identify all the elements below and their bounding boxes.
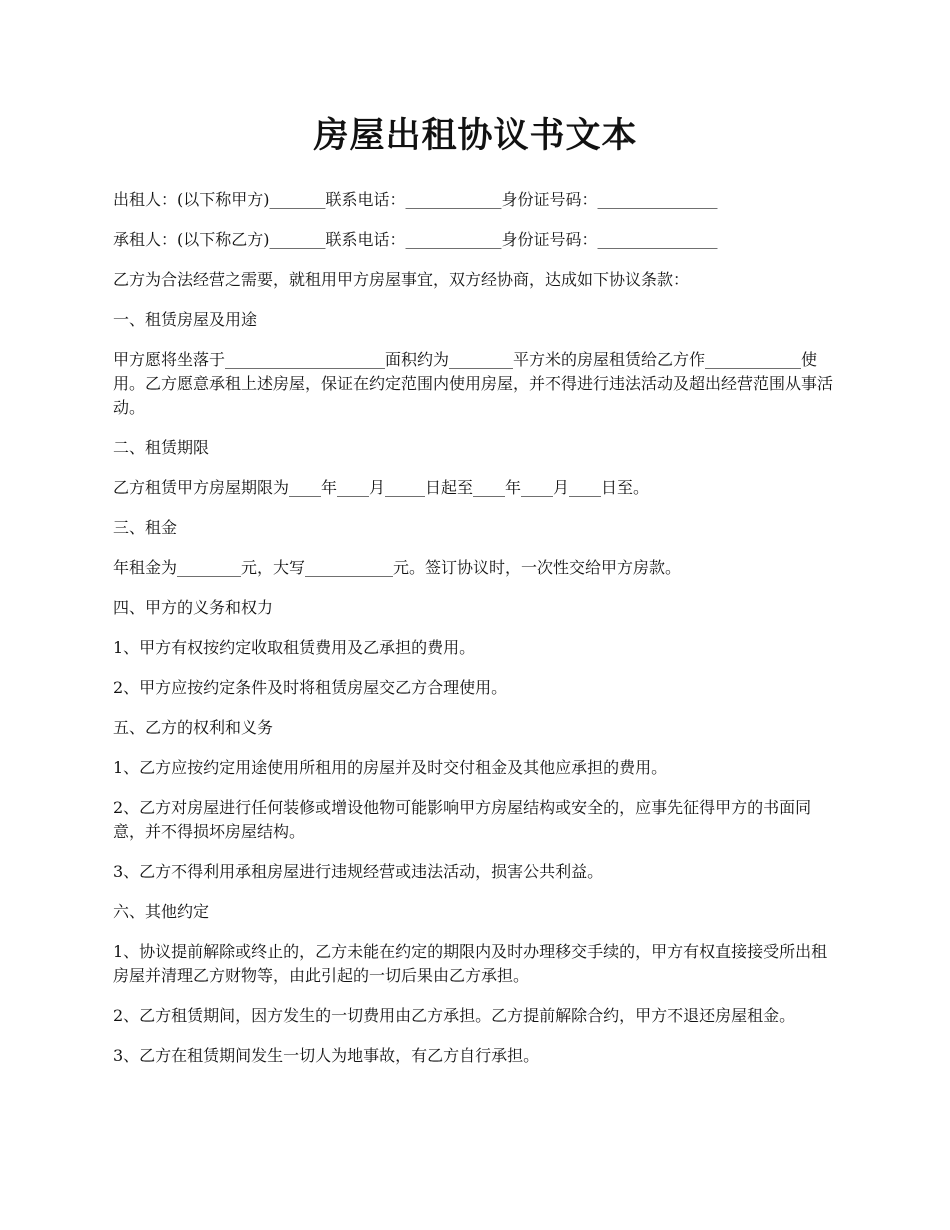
section-paragraph: 2、乙方租赁期间，因方发生的一切费用由乙方承担。乙方提前解除合约，甲方不退还房屋租金。 [113,1006,796,1025]
section-heading: 一、租赁房屋及用途 [113,310,258,329]
section-paragraph: 3、乙方不得利用承租房屋进行违规经营或违法活动，损害公共利益。 [113,862,604,881]
section-paragraph: 年租金为________元，大写___________元。签订协议时，一次性交给甲方房款。 [113,558,682,577]
section-heading: 三、租金 [113,518,178,537]
section-paragraph: 甲方愿将坐落于____________________面积约为________平方米的房屋租赁给乙方作____________使用。乙方愿意承租上述房屋，保证在约定范围内使用房屋，并不得进行违法活动及超出经营范围从事活动。 [113,350,834,417]
section-heading: 二、租赁期限 [113,438,210,457]
section-heading: 五、乙方的权利和义务 [113,718,274,737]
section-paragraph: 2、乙方对房屋进行任何装修或增设他物可能影响甲方房屋结构或安全的，应事先征得甲方的书面同意，并不得损坏房屋结构。 [113,798,812,841]
section-paragraph: 乙方租赁甲方房屋期限为____年____月_____日起至____年____月____日至。 [113,478,650,497]
section-party-a-duties [113,596,838,700]
section-paragraph: 1、协议提前解除或终止的，乙方未能在约定的期限内及时办理移交手续的，甲方有权直接接受所出租房屋并清理乙方财物等，由此引起的一切后果由乙方承担。 [113,942,828,985]
section-party-b-duties [113,716,838,884]
section-paragraph: 3、乙方在租赁期间发生一切人为地事故，有乙方自行承担。 [113,1046,540,1065]
section-heading: 四、甲方的义务和权力 [113,598,274,617]
section-lease-term [113,436,838,500]
document-title: 房屋出租协议书文本 [313,115,638,156]
lessee-line: 承租人：(以下称乙方)_______联系电话：____________身份证号码：_______________ [113,230,718,249]
section-lease-property [113,308,838,420]
section-heading: 六、其他约定 [113,902,210,921]
section-paragraph: 2、甲方应按约定条件及时将租赁房屋交乙方合理使用。 [113,678,508,697]
intro-paragraph: 乙方为合法经营之需要，就租用甲方房屋事宜，双方经协商，达成如下协议条款： [113,270,690,289]
section-paragraph: 1、乙方应按约定用途使用所租用的房屋并及时交付租金及其他应承担的费用。 [113,758,668,777]
section-other-terms [113,900,838,1068]
section-rent [113,516,838,580]
lessor-line: 出租人：(以下称甲方)_______联系电话：____________身份证号码：_______________ [113,190,718,209]
section-paragraph: 1、甲方有权按约定收取租赁费用及乙承担的费用。 [113,638,476,657]
